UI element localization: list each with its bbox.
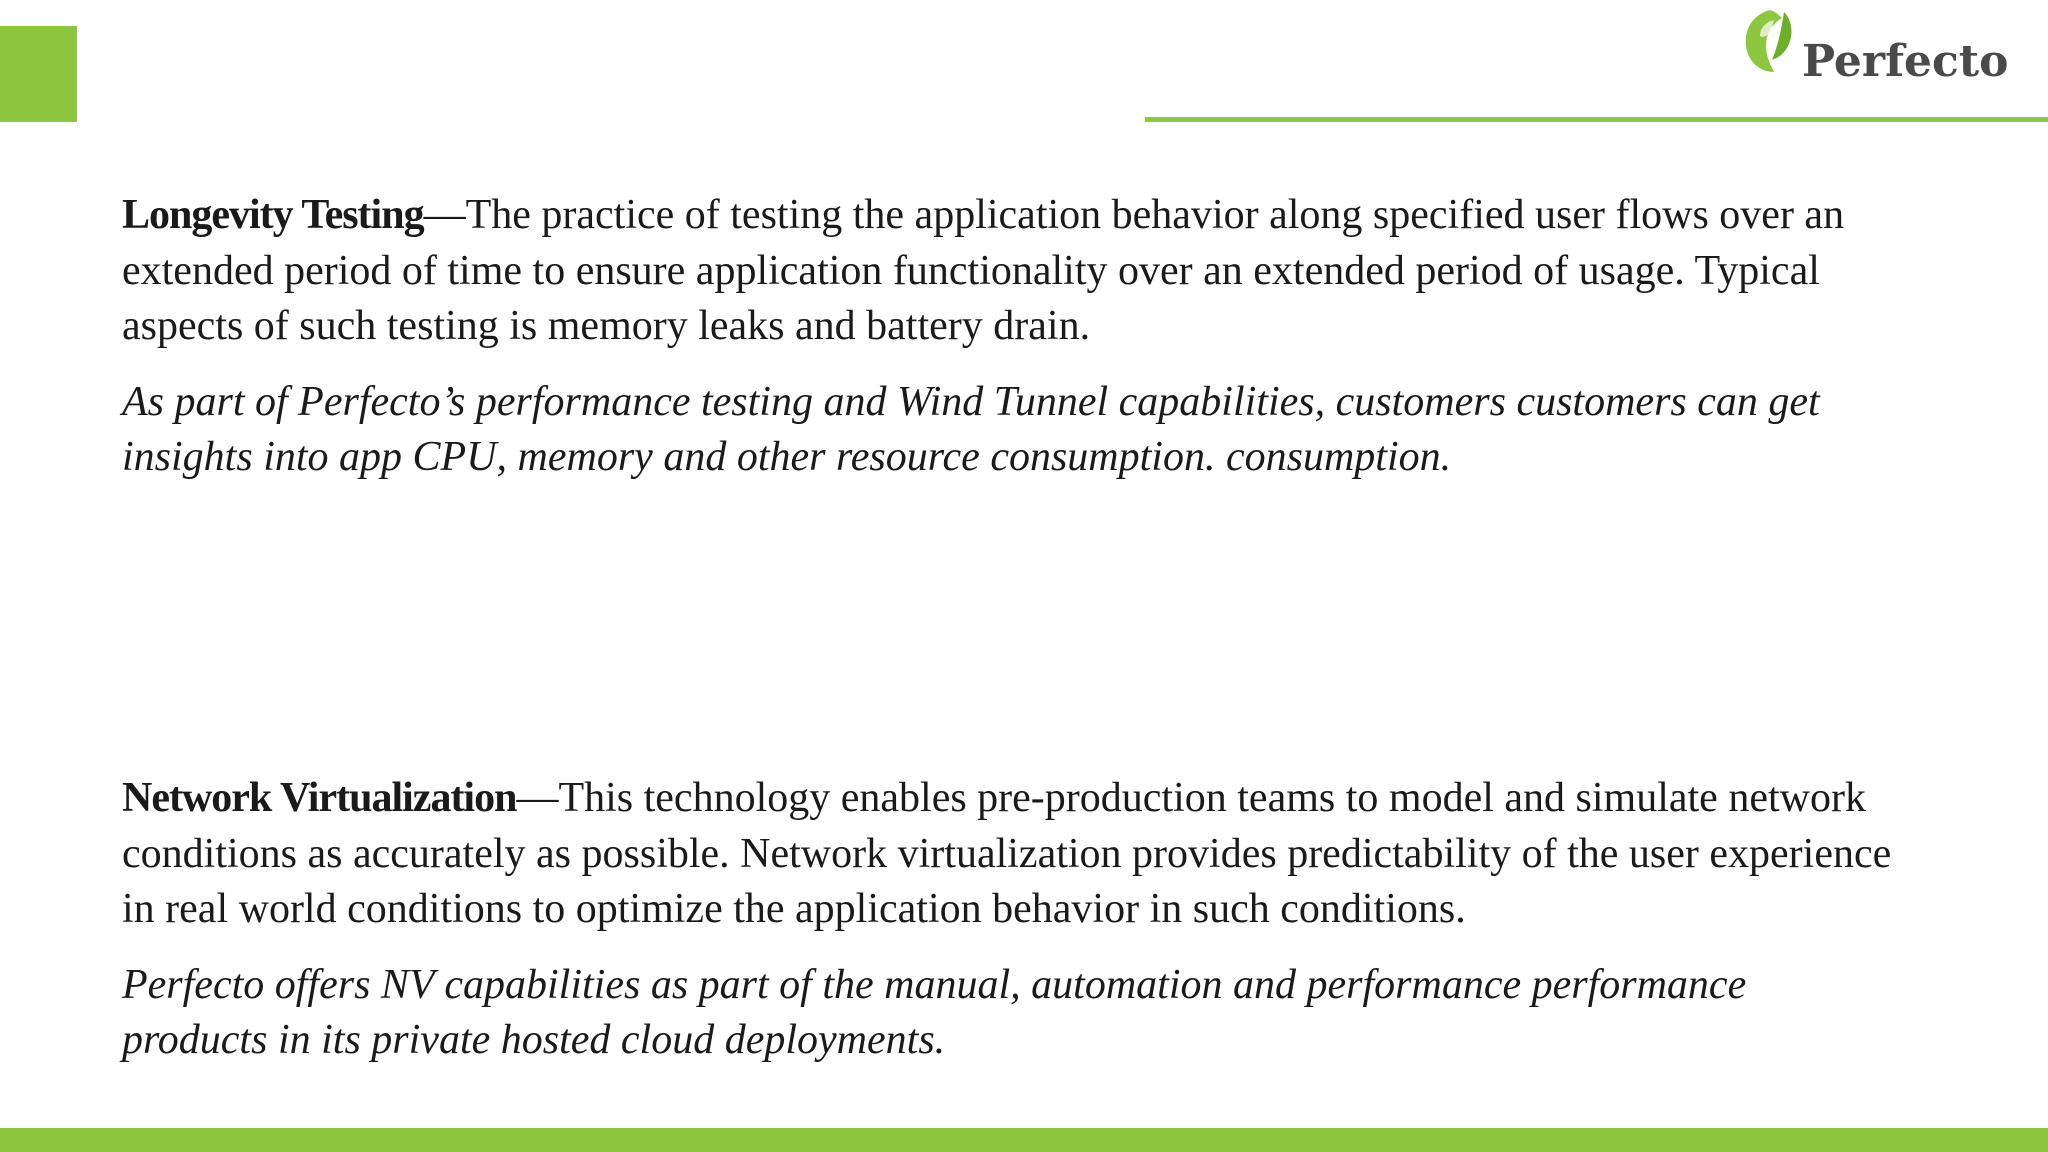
term-heading: Network Virtualization xyxy=(122,775,517,821)
definition-text: This technology enables pre-production teams to model and simulate network conditions as accurately as possible. Network virtualization provides predictability of the user experience in real world conditions to optimize the application behavior in such conditions. xyxy=(122,775,1892,932)
term-separator: — xyxy=(423,192,466,238)
logo-text: Perfecto xyxy=(1802,36,2009,87)
perfecto-logo xyxy=(1740,6,2010,96)
perfecto-leaf-icon xyxy=(1740,6,1800,80)
header-divider xyxy=(1145,117,2048,122)
footer-accent-bar xyxy=(0,1128,2048,1152)
perfecto-note: As part of Perfecto’s performance testing and Wind Tunnel capabilities, customers customers can get insights into app CPU, memory and other resource consumption. consumption. xyxy=(122,378,1820,480)
perfecto-note: Perfecto offers NV capabilities as part of the manual, automation and performance performance products in its private hosted cloud deployments. xyxy=(122,961,1747,1063)
section-network-virtualization xyxy=(122,771,1902,1069)
definition-paragraph xyxy=(122,771,1902,938)
definition-text: The practice of testing the application behavior along specified user flows over an extended period of time to ensure application functionality over an extended period of usage. Typical aspects of such testing is memory leaks and battery drain. xyxy=(122,192,1845,349)
definition-paragraph xyxy=(122,188,1902,355)
section-longevity-testing xyxy=(122,188,1902,486)
corner-accent-block xyxy=(0,26,77,122)
term-separator: — xyxy=(516,775,559,821)
term-heading: Longevity Testing xyxy=(122,192,424,238)
